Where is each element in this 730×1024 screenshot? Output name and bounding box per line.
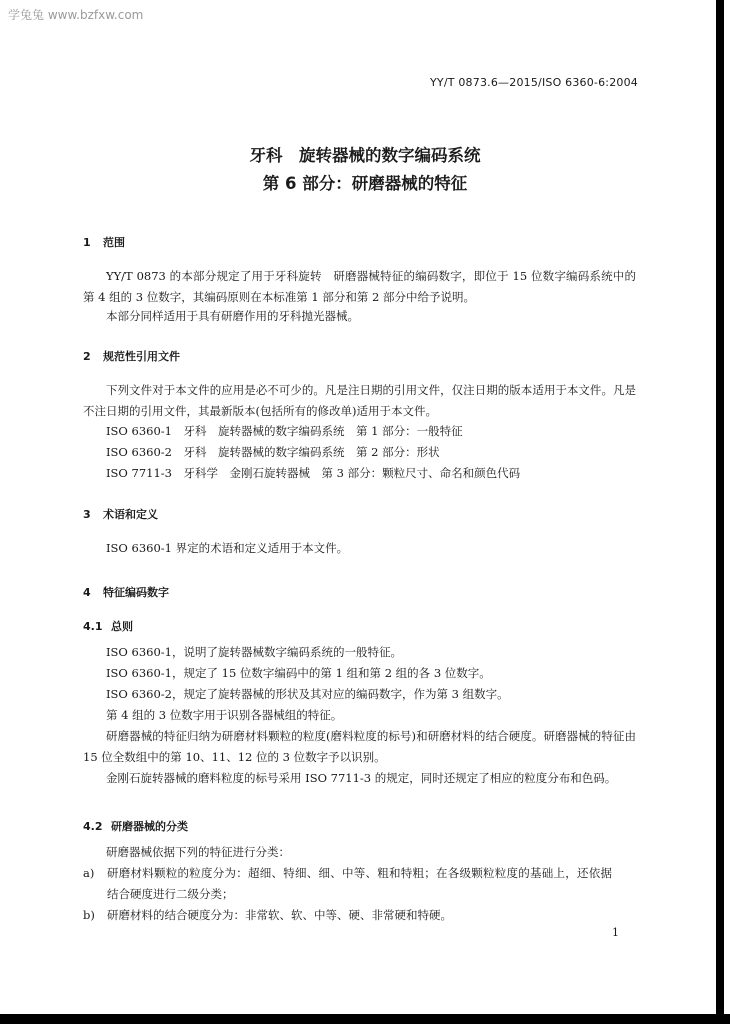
section-2-heading xyxy=(83,348,180,364)
section-number: 4.2 xyxy=(83,820,103,833)
paragraph: 金刚石旋转器械的磨料粒度的标号采用 ISO 7711-3 的规定，同时还规定了相应的粒度分布和色码。 xyxy=(106,771,617,785)
reference-item: ISO 6360-1 牙科 旋转器械的数字编码系统 第 1 部分：一般特征 xyxy=(106,424,463,438)
document-title-line2: 第 6 部分：研磨器械的特征 xyxy=(262,174,468,193)
section-4-1-heading xyxy=(83,618,133,634)
section-title: 特征编码数字 xyxy=(103,586,169,599)
paragraph: ISO 6360-2，规定了旋转器械的形状及其对应的编码数字，作为第 3 组数字。 xyxy=(106,687,509,701)
paragraph: ISO 6360-1，规定了 15 位数字编码中的第 1 组和第 2 组的各 3 位数字。 xyxy=(106,666,491,680)
section-title: 规范性引用文件 xyxy=(103,350,180,363)
list-item-label: a) xyxy=(83,866,95,880)
paragraph: 第 4 组的 3 位数字用于识别各器械组的特征。 xyxy=(106,708,343,722)
watermark: 学兔兔 www.bzfxw.com xyxy=(8,8,144,22)
paragraph: 研磨器械的特征归纳为研磨材料颗粒的粒度(磨料粒度的标号)和研磨材料的结合硬度。研磨器械的特征由 15 位全数组中的第 10、11、12 位的 3 位数字予以识别。 xyxy=(83,729,636,764)
paragraph: YY/T 0873 的本部分规定了用于牙科旋转 研磨器械特征的编码数字，即位于 15 位数字编码系统中的第 4 组的 3 位数字，其编码原则在本标准第 1 部分和第 2 部分中给予说明。 xyxy=(83,269,636,304)
section-4-heading xyxy=(83,584,169,600)
paragraph: 下列文件对于本文件的应用是必不可少的。凡是注日期的引用文件，仅注日期的版本适用于本文件。凡是不注日期的引用文件，其最新版本(包括所有的修改单)适用于本文件。 xyxy=(83,383,636,418)
scan-edge-bottom xyxy=(0,1014,730,1024)
section-title: 研磨器械的分类 xyxy=(111,820,188,833)
list-item xyxy=(83,863,636,905)
page-number: 1 xyxy=(612,926,619,939)
standard-code: YY/T 0873.6—2015/ISO 6360-6:2004 xyxy=(430,76,638,89)
section-1-heading xyxy=(83,234,125,250)
section-3-heading xyxy=(83,506,158,522)
section-number: 2 xyxy=(83,350,91,363)
section-title: 范围 xyxy=(103,236,125,249)
section-number: 3 xyxy=(83,508,91,521)
section-title: 术语和定义 xyxy=(103,508,158,521)
paragraph: ISO 6360-1，说明了旋转器械数字编码系统的一般特征。 xyxy=(106,645,402,659)
scan-edge-right xyxy=(716,0,724,1024)
list-item-label: b) xyxy=(83,908,95,922)
section-title: 总则 xyxy=(111,620,133,633)
list-item-text: 研磨材料颗粒的粒度分为：超细、特细、细、中等、粗和特粗；在各级颗粒粒度的基础上，还依据结合硬度进行二级分类； xyxy=(107,866,612,901)
section-number: 1 xyxy=(83,236,91,249)
paragraph: ISO 6360-1 界定的术语和定义适用于本文件。 xyxy=(106,541,349,555)
paragraph: 研磨器械依据下列的特征进行分类： xyxy=(106,845,290,859)
reference-item: ISO 6360-2 牙科 旋转器械的数字编码系统 第 2 部分：形状 xyxy=(106,445,440,459)
section-number: 4.1 xyxy=(83,620,103,633)
reference-item: ISO 7711-3 牙科学 金刚石旋转器械 第 3 部分：颗粒尺寸、命名和颜色代码 xyxy=(106,466,521,480)
paragraph: 本部分同样适用于具有研磨作用的牙科抛光器械。 xyxy=(106,309,359,323)
section-number: 4 xyxy=(83,586,91,599)
document-title-line1: 牙科 旋转器械的数字编码系统 xyxy=(249,146,481,165)
section-4-2-heading xyxy=(83,818,188,834)
list-item xyxy=(83,905,636,926)
list-item-text: 研磨材料的结合硬度分为：非常软、软、中等、硬、非常硬和特硬。 xyxy=(107,908,452,922)
